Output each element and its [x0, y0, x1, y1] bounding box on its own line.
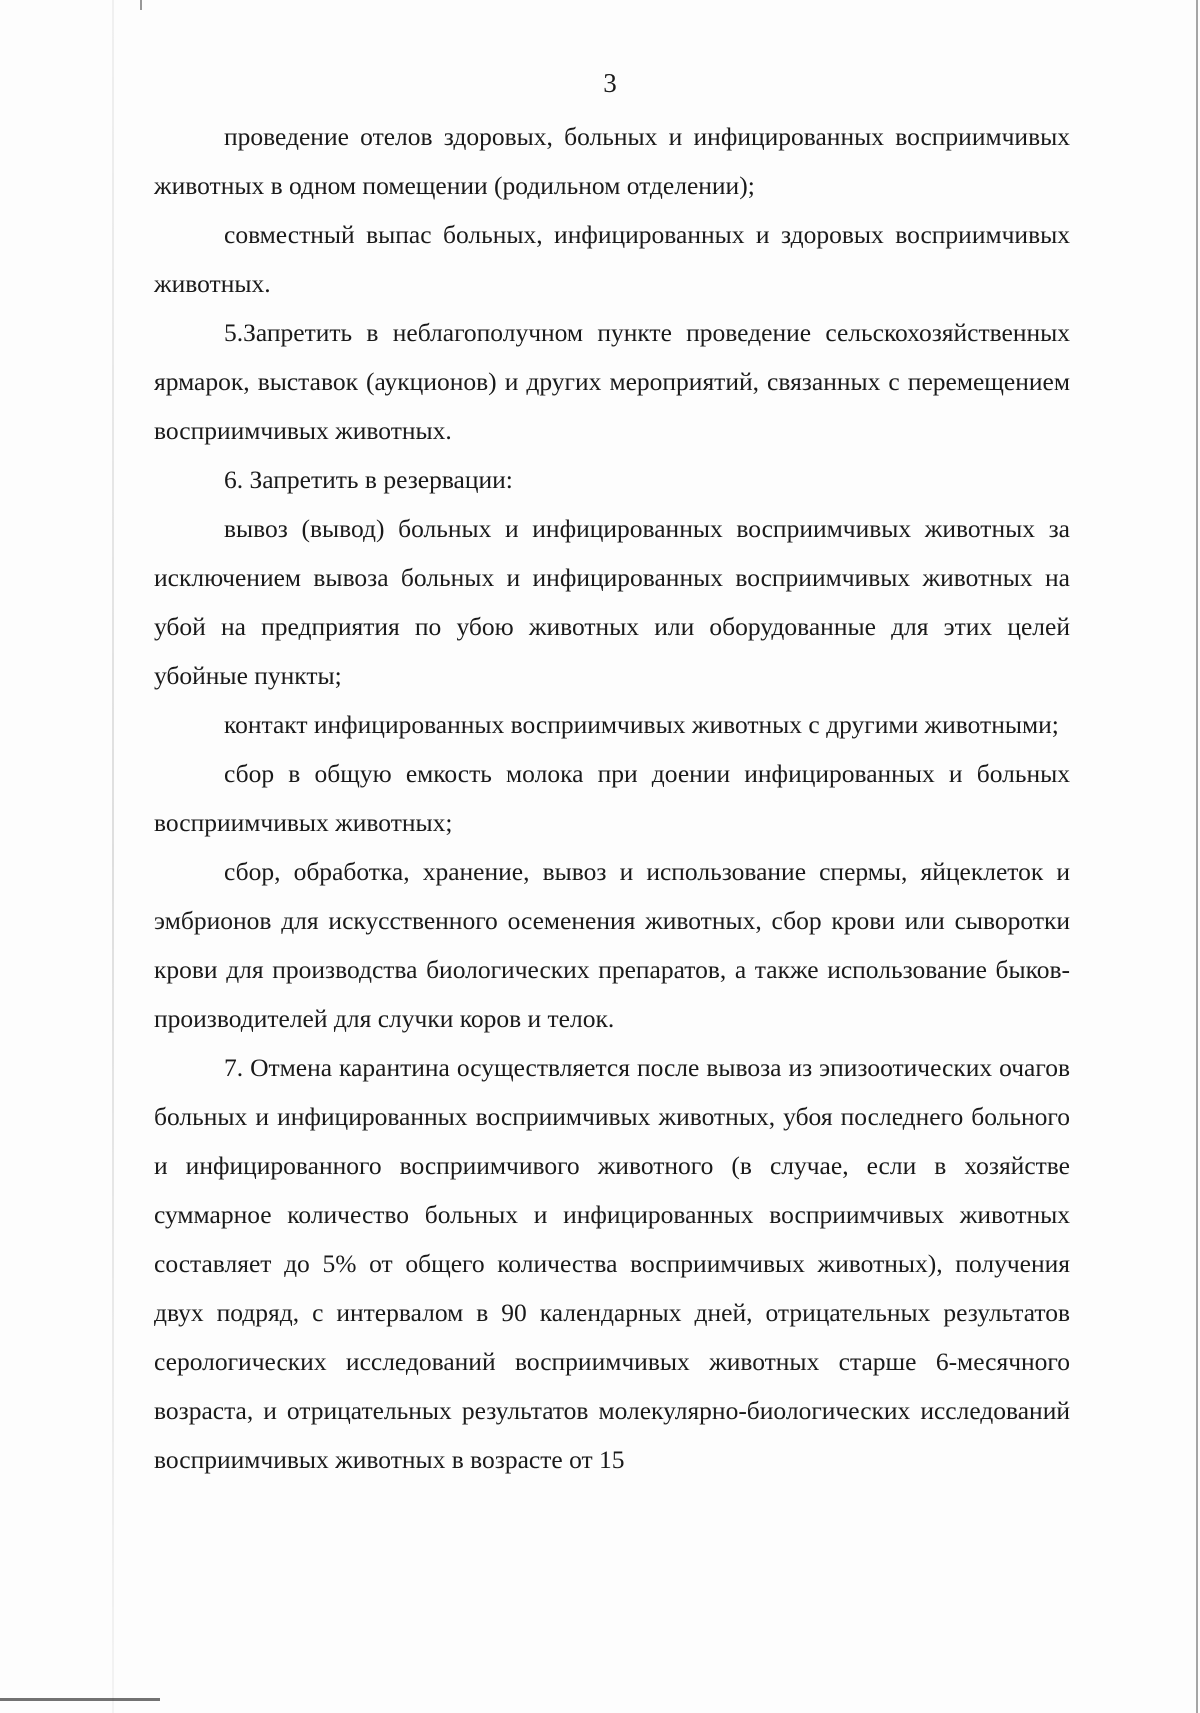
paragraph-item-7-quarantine-lifting: 7. Отмена карантина осуществляется после вывоза из эпизоотических очагов больных и инфицированных восприимчивых животных, убоя последнего больного и инфицированного восприимчивого животного (в случае, если в хозяйстве суммарное количество больных и инфицированных восприимчивых животных составляет до 5% от общего количества восприимчивых животных), получения двух подряд, с интервалом в 90 календарных дней, отрицательных результатов серологических исследований восприимчивых животных старше 6-месячного возраста, и отрицательных результатов молекулярно-биологических исследований восприимчивых животных в возрасте от 15	[154, 1053, 1070, 1474]
scan-artifact-left-edge	[112, 0, 114, 1713]
paragraph-contact-restriction: контакт инфицированных восприимчивых животных с другими животными;	[224, 710, 1059, 739]
scan-artifact-right-edge	[1196, 0, 1198, 1713]
paragraph-grazing-restriction: совместный выпас больных, инфицированных и здоровых восприимчивых животных.	[154, 220, 1070, 298]
paragraph-export-restriction: вывоз (вывод) больных и инфицированных восприимчивых животных за исключением вывоза больных и инфицированных восприимчивых животных на убой на предприятия по убою животных или оборудованные для этих целей убойные пункты;	[154, 514, 1070, 690]
document-body	[154, 112, 1070, 1484]
paragraph-calving-restriction: проведение отелов здоровых, больных и инфицированных восприимчивых животных в одном помещении (родильном отделении);	[154, 122, 1070, 200]
paragraph-milk-collection-restriction: сбор в общую емкость молока при доении инфицированных и больных восприимчивых животных;	[154, 759, 1070, 837]
scan-artifact-bottom-line	[0, 1698, 160, 1701]
paragraph-item-5-fairs-ban: 5.Запретить в неблагополучном пункте проведение сельскохозяйственных ярмарок, выставок (аукционов) и других мероприятий, связанных с перемещением восприимчивых животных.	[154, 318, 1070, 445]
paragraph-item-6-heading: 6. Запретить в резервации:	[224, 465, 513, 494]
scan-artifact-top	[140, 0, 142, 10]
paragraph-breeding-material-restriction: сбор, обработка, хранение, вывоз и использование спермы, яйцеклеток и эмбрионов для искусственного осеменения животных, сбор крови или сыворотки крови для производства биологических препаратов, а также использование быков-производителей для случки коров и телок.	[154, 857, 1070, 1033]
page-number: 3	[603, 68, 617, 98]
